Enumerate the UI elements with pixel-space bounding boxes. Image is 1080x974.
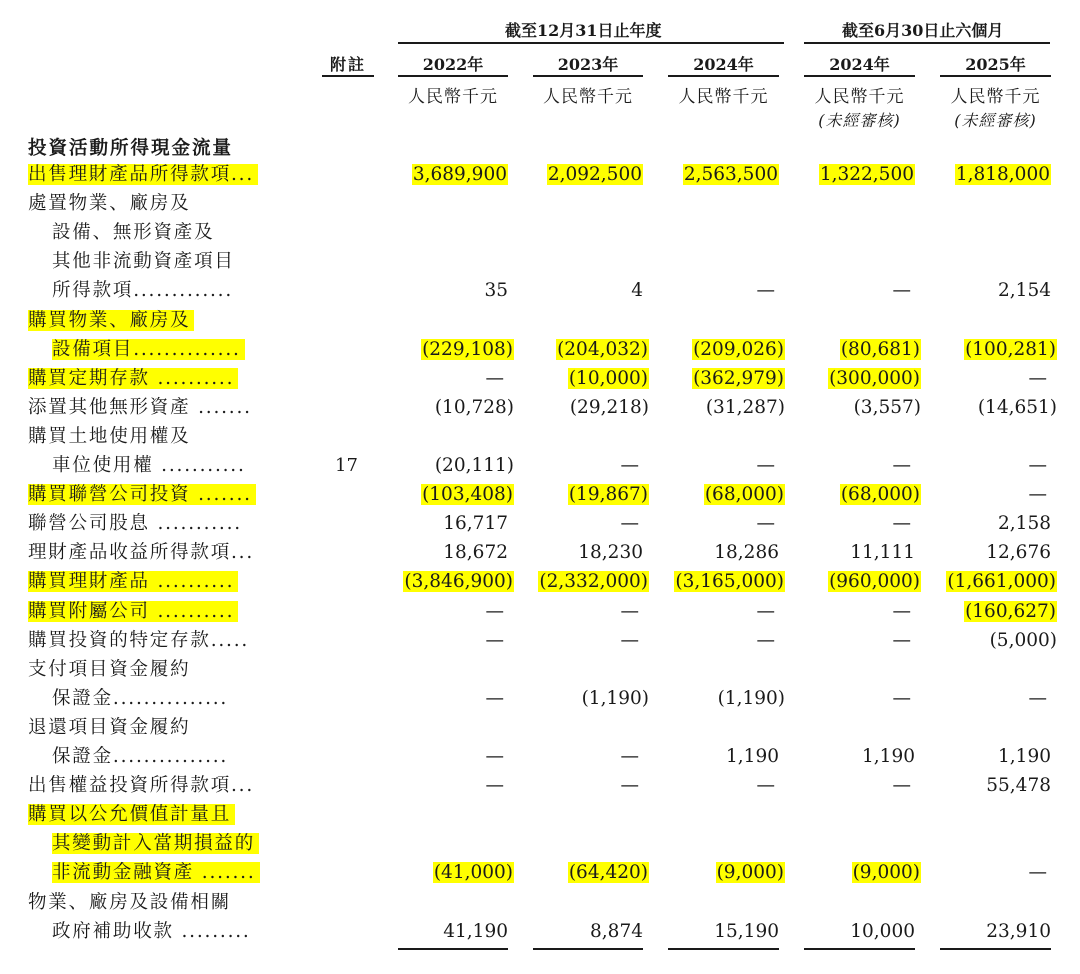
header-unit-1: 人民幣千元 xyxy=(543,87,633,107)
row-value xyxy=(757,509,776,538)
row-value-text: 11,111 xyxy=(850,542,915,563)
header-unit-4: 人民幣千元 xyxy=(950,87,1041,107)
row-value-text: — xyxy=(892,280,911,301)
row-value xyxy=(828,364,921,393)
header-year-1: 2023年 xyxy=(557,55,619,74)
table-row xyxy=(0,218,1080,247)
header-annual-rule xyxy=(398,42,784,44)
row-value xyxy=(819,160,915,189)
row-value-text: 18,672 xyxy=(443,542,508,563)
row-label xyxy=(52,218,214,247)
row-value xyxy=(692,364,785,393)
row-label xyxy=(28,509,242,538)
row-value-text: — xyxy=(1028,368,1047,389)
row-value xyxy=(486,626,505,655)
row-value xyxy=(435,451,514,480)
row-value xyxy=(714,538,779,567)
row-value xyxy=(757,626,776,655)
section-title: 投資活動所得現金流量 xyxy=(28,138,234,159)
row-value-text: 3,689,900 xyxy=(412,164,507,185)
row-value xyxy=(893,684,912,713)
row-label-text: 理財產品收益所得款項... xyxy=(28,542,255,563)
row-value-text: (1,661,000) xyxy=(947,571,1056,592)
table-row xyxy=(0,160,1080,189)
table-row xyxy=(0,597,1080,626)
row-value xyxy=(955,160,1051,189)
bottom-rule-0 xyxy=(398,948,508,950)
row-value-text: — xyxy=(756,630,775,651)
row-label-text: 出售理財產品所得款項... xyxy=(28,164,258,185)
row-value-text: (10,728) xyxy=(434,397,514,418)
row-value-text: 1,190 xyxy=(862,746,915,767)
row-label-text: 聯營公司股息 ........... xyxy=(28,513,242,534)
row-value xyxy=(706,393,785,422)
row-value-text: (41,000) xyxy=(433,862,513,883)
header-year-rule-1 xyxy=(533,75,643,77)
table-row xyxy=(0,567,1080,596)
row-label xyxy=(28,567,238,596)
row-label xyxy=(28,364,238,393)
row-value xyxy=(757,771,776,800)
row-value xyxy=(946,567,1057,596)
row-value-text: 1,190 xyxy=(998,746,1051,767)
row-value xyxy=(893,626,912,655)
row-value-text: (160,627) xyxy=(965,601,1056,622)
row-label xyxy=(28,597,238,626)
row-value xyxy=(964,597,1057,626)
row-label xyxy=(52,335,245,364)
table-row xyxy=(0,247,1080,276)
row-label-text: 車位使用權 ........... xyxy=(52,455,246,476)
row-value xyxy=(1029,451,1048,480)
row-value-text: (2,332,000) xyxy=(539,571,648,592)
row-label-text: 保證金............... xyxy=(52,746,229,767)
row-value xyxy=(486,597,505,626)
row-value-text: — xyxy=(892,630,911,651)
row-value-text: — xyxy=(892,775,911,796)
header-note-rule xyxy=(322,75,374,77)
header-year-rule-3 xyxy=(804,75,915,77)
row-value-text: 1,818,000 xyxy=(955,164,1050,185)
row-label xyxy=(52,451,246,480)
row-label xyxy=(52,858,260,887)
row-label xyxy=(52,276,233,305)
table-row xyxy=(0,509,1080,538)
row-value-text: (20,111) xyxy=(434,455,514,476)
header-group-interim: 截至6月30日止六個月 xyxy=(842,21,1004,40)
row-value xyxy=(714,917,779,946)
row-value-text: — xyxy=(756,280,775,301)
header-unit-3: 人民幣千元 xyxy=(814,87,905,107)
row-label xyxy=(52,684,228,713)
row-value xyxy=(850,917,915,946)
row-label-text: 設備、無形資產及 xyxy=(52,222,215,243)
row-value-text: — xyxy=(485,368,504,389)
row-value xyxy=(421,480,514,509)
row-value xyxy=(621,626,640,655)
row-value-text: 2,158 xyxy=(998,513,1051,534)
row-value xyxy=(568,858,649,887)
row-label xyxy=(28,626,249,655)
table-row xyxy=(0,888,1080,917)
row-value xyxy=(852,858,921,887)
row-value-text: (300,000) xyxy=(829,368,920,389)
row-value-text: 55,478 xyxy=(986,775,1051,796)
row-value-text: 16,717 xyxy=(443,513,508,534)
row-value xyxy=(443,538,508,567)
row-value xyxy=(621,742,640,771)
row-value xyxy=(854,393,921,422)
row-label-text: 保證金............... xyxy=(52,688,229,709)
table-row xyxy=(0,364,1080,393)
row-value-text: — xyxy=(1028,455,1047,476)
row-value-text: (5,000) xyxy=(989,630,1057,651)
row-label-text: 設備項目.............. xyxy=(52,339,245,360)
row-label-text: 其變動計入當期損益的 xyxy=(52,833,259,854)
row-value xyxy=(435,393,514,422)
row-value-text: (68,000) xyxy=(840,484,920,505)
row-value xyxy=(621,771,640,800)
bottom-rule-3 xyxy=(804,948,915,950)
table-row xyxy=(0,393,1080,422)
header-interim-rule xyxy=(804,42,1050,44)
row-label-text: 購買聯營公司投資 ....... xyxy=(28,484,256,505)
row-value xyxy=(486,684,505,713)
row-value-text: 41,190 xyxy=(443,921,508,942)
row-value xyxy=(1029,364,1048,393)
row-value-text: 23,910 xyxy=(986,921,1051,942)
row-label-text: 支付項目資金履約 xyxy=(28,659,191,680)
row-label xyxy=(28,306,194,335)
row-value-text: — xyxy=(620,513,639,534)
row-value xyxy=(998,509,1051,538)
row-value-text: 2,154 xyxy=(998,280,1051,301)
row-value xyxy=(757,597,776,626)
row-value xyxy=(893,771,912,800)
row-label-text: 購買物業、廠房及 xyxy=(28,310,194,331)
row-value-text: (29,218) xyxy=(569,397,649,418)
bottom-rule-2 xyxy=(668,948,779,950)
row-value xyxy=(1029,684,1048,713)
row-value xyxy=(893,276,912,305)
row-label xyxy=(28,888,231,917)
row-label-text: 購買理財產品 .......... xyxy=(28,571,238,592)
row-value xyxy=(726,742,779,771)
table-row xyxy=(0,713,1080,742)
row-note: 17 xyxy=(335,455,358,476)
row-label xyxy=(28,771,254,800)
row-value-text: 1,322,500 xyxy=(819,164,914,185)
row-value xyxy=(683,160,779,189)
row-value-text: — xyxy=(756,455,775,476)
row-value xyxy=(590,917,643,946)
row-value-text: 2,092,500 xyxy=(547,164,642,185)
table-row xyxy=(0,800,1080,829)
bottom-rule-1 xyxy=(533,948,643,950)
header-year-rule-2 xyxy=(668,75,779,77)
row-value xyxy=(621,509,640,538)
row-label xyxy=(52,917,251,946)
row-value-text: — xyxy=(892,601,911,622)
row-value-text: — xyxy=(485,775,504,796)
row-value xyxy=(893,451,912,480)
row-value xyxy=(757,276,776,305)
row-value-text: — xyxy=(620,455,639,476)
row-value xyxy=(568,480,649,509)
row-value xyxy=(986,538,1051,567)
row-value xyxy=(621,597,640,626)
row-value-text: — xyxy=(756,513,775,534)
row-value xyxy=(998,276,1051,305)
row-label-text: 購買土地使用權及 xyxy=(28,426,191,447)
row-value xyxy=(547,160,643,189)
row-value xyxy=(893,597,912,626)
row-value-text: (229,108) xyxy=(422,339,513,360)
bottom-rule-4 xyxy=(940,948,1051,950)
row-value xyxy=(716,858,785,887)
row-label-text: 購買投資的特定存款..... xyxy=(28,630,250,651)
row-value-text: — xyxy=(1028,688,1047,709)
row-value xyxy=(998,742,1051,771)
row-label xyxy=(52,742,228,771)
row-value-text: 4 xyxy=(631,280,643,301)
row-value xyxy=(893,509,912,538)
row-value xyxy=(443,917,508,946)
row-label-text: 添置其他無形資產 ....... xyxy=(28,397,252,418)
row-label xyxy=(28,393,252,422)
header-unaudited-4: (未經審核) xyxy=(954,111,1037,130)
header-year-rule-0 xyxy=(398,75,508,77)
row-label-text: 出售權益投資所得款項... xyxy=(28,775,255,796)
row-label xyxy=(52,247,235,276)
row-value xyxy=(486,364,505,393)
row-value-text: (19,867) xyxy=(568,484,648,505)
row-value xyxy=(582,684,649,713)
row-label xyxy=(28,538,254,567)
header-year-rule-4 xyxy=(940,75,1051,77)
row-value xyxy=(621,451,640,480)
row-label xyxy=(28,160,258,189)
row-value-text: — xyxy=(620,746,639,767)
row-value xyxy=(403,567,514,596)
table-row xyxy=(0,306,1080,335)
row-value-text: (64,420) xyxy=(568,862,648,883)
row-value-text: (103,408) xyxy=(422,484,513,505)
table-row xyxy=(0,626,1080,655)
row-value-text: (68,000) xyxy=(704,484,784,505)
header-year-4: 2025年 xyxy=(965,55,1026,74)
row-value xyxy=(692,335,785,364)
row-value-text: — xyxy=(892,513,911,534)
row-value-text: (100,281) xyxy=(965,339,1056,360)
row-value xyxy=(484,276,508,305)
row-value-text: (9,000) xyxy=(716,862,784,883)
row-value xyxy=(538,567,649,596)
table-row xyxy=(0,538,1080,567)
table-row xyxy=(0,858,1080,887)
row-value xyxy=(570,393,649,422)
table-row xyxy=(0,917,1080,946)
row-value xyxy=(1029,480,1048,509)
row-value xyxy=(986,771,1051,800)
row-value xyxy=(443,509,508,538)
row-value-text: 35 xyxy=(484,280,508,301)
table-row xyxy=(0,451,1080,480)
table-row xyxy=(0,422,1080,451)
row-value-text: — xyxy=(756,775,775,796)
row-value xyxy=(433,858,514,887)
header-year-3: 2024年 xyxy=(829,55,890,74)
row-value-text: — xyxy=(1028,862,1047,883)
row-value-text: 2,563,500 xyxy=(683,164,778,185)
row-value-text: (960,000) xyxy=(829,571,920,592)
row-label-text: 購買附屬公司 .......... xyxy=(28,601,238,622)
row-value-text: — xyxy=(756,601,775,622)
row-value xyxy=(421,335,514,364)
row-label-text: 處置物業、廠房及 xyxy=(28,193,191,214)
row-value xyxy=(718,684,785,713)
row-label xyxy=(52,829,259,858)
row-value xyxy=(862,742,915,771)
row-value-text: (209,026) xyxy=(693,339,784,360)
row-value-text: (14,651) xyxy=(977,397,1057,418)
table-row xyxy=(0,335,1080,364)
row-label-text: 其他非流動資產項目 xyxy=(52,251,235,272)
row-value xyxy=(840,335,921,364)
header-note-label: 附註 xyxy=(330,55,367,74)
header-year-0: 2022年 xyxy=(422,55,484,74)
table-row xyxy=(0,276,1080,305)
row-value xyxy=(757,451,776,480)
row-value-text: (1,190) xyxy=(717,688,785,709)
row-value-text: 15,190 xyxy=(714,921,779,942)
table-row xyxy=(0,829,1080,858)
row-value xyxy=(1029,858,1048,887)
table-row xyxy=(0,189,1080,218)
row-value-text: (362,979) xyxy=(693,368,784,389)
row-label xyxy=(28,713,190,742)
row-value xyxy=(674,567,785,596)
row-value-text: — xyxy=(1028,484,1047,505)
row-label-text: 購買以公允價值計量且 xyxy=(28,804,235,825)
row-value-text: (10,000) xyxy=(568,368,648,389)
row-label-text: 物業、廠房及設備相關 xyxy=(28,892,232,913)
row-value-text: — xyxy=(620,630,639,651)
row-value-text: 8,874 xyxy=(590,921,643,942)
row-value xyxy=(840,480,921,509)
row-value xyxy=(850,538,915,567)
header-unit-2: 人民幣千元 xyxy=(678,87,769,107)
header-unaudited-3: (未經審核) xyxy=(818,111,901,130)
row-value-text: (204,032) xyxy=(557,339,648,360)
row-value-text: 12,676 xyxy=(986,542,1051,563)
row-value xyxy=(964,335,1057,364)
row-value-text: — xyxy=(485,601,504,622)
row-value-text: (1,190) xyxy=(581,688,649,709)
row-label-text: 政府補助收款 ......... xyxy=(52,921,251,942)
header-unit-0: 人民幣千元 xyxy=(408,87,498,107)
row-label xyxy=(28,422,190,451)
row-label-text: 購買定期存款 .......... xyxy=(28,368,238,389)
table-row xyxy=(0,655,1080,684)
row-value xyxy=(486,771,505,800)
row-value-text: (9,000) xyxy=(852,862,920,883)
row-value xyxy=(978,393,1057,422)
row-value xyxy=(986,917,1051,946)
row-value xyxy=(704,480,785,509)
header-group-annual: 截至12月31日止年度 xyxy=(505,21,662,40)
row-value xyxy=(578,538,643,567)
row-value-text: (3,846,900) xyxy=(404,571,513,592)
row-value xyxy=(412,160,508,189)
row-value-text: (3,557) xyxy=(853,397,921,418)
row-label-text: 退還項目資金履約 xyxy=(28,717,191,738)
row-value-text: — xyxy=(485,746,504,767)
row-value-text: — xyxy=(620,775,639,796)
row-value xyxy=(990,626,1057,655)
row-label-text: 所得款項............. xyxy=(52,280,234,301)
row-label xyxy=(28,655,190,684)
row-value-text: (80,681) xyxy=(840,339,920,360)
row-value xyxy=(828,567,921,596)
row-value-text: 18,286 xyxy=(714,542,779,563)
table-row xyxy=(0,684,1080,713)
row-label-text: 非流動金融資產 ....... xyxy=(52,862,260,883)
row-value xyxy=(568,364,649,393)
table-row xyxy=(0,742,1080,771)
row-value-text: — xyxy=(485,630,504,651)
row-label xyxy=(28,189,190,218)
row-label xyxy=(28,480,256,509)
row-value-text: — xyxy=(485,688,504,709)
row-value-text: — xyxy=(620,601,639,622)
row-value-text: (31,287) xyxy=(705,397,785,418)
header-year-2: 2024年 xyxy=(693,55,754,74)
row-value-text: 18,230 xyxy=(578,542,643,563)
row-value-text: — xyxy=(892,455,911,476)
row-value xyxy=(631,276,643,305)
table-row xyxy=(0,480,1080,509)
row-value-text: 1,190 xyxy=(726,746,779,767)
row-label xyxy=(28,800,235,829)
table-row xyxy=(0,771,1080,800)
row-value-text: 10,000 xyxy=(850,921,915,942)
row-value-text: (3,165,000) xyxy=(675,571,784,592)
row-value xyxy=(556,335,649,364)
row-value-text: — xyxy=(892,688,911,709)
row-value xyxy=(486,742,505,771)
